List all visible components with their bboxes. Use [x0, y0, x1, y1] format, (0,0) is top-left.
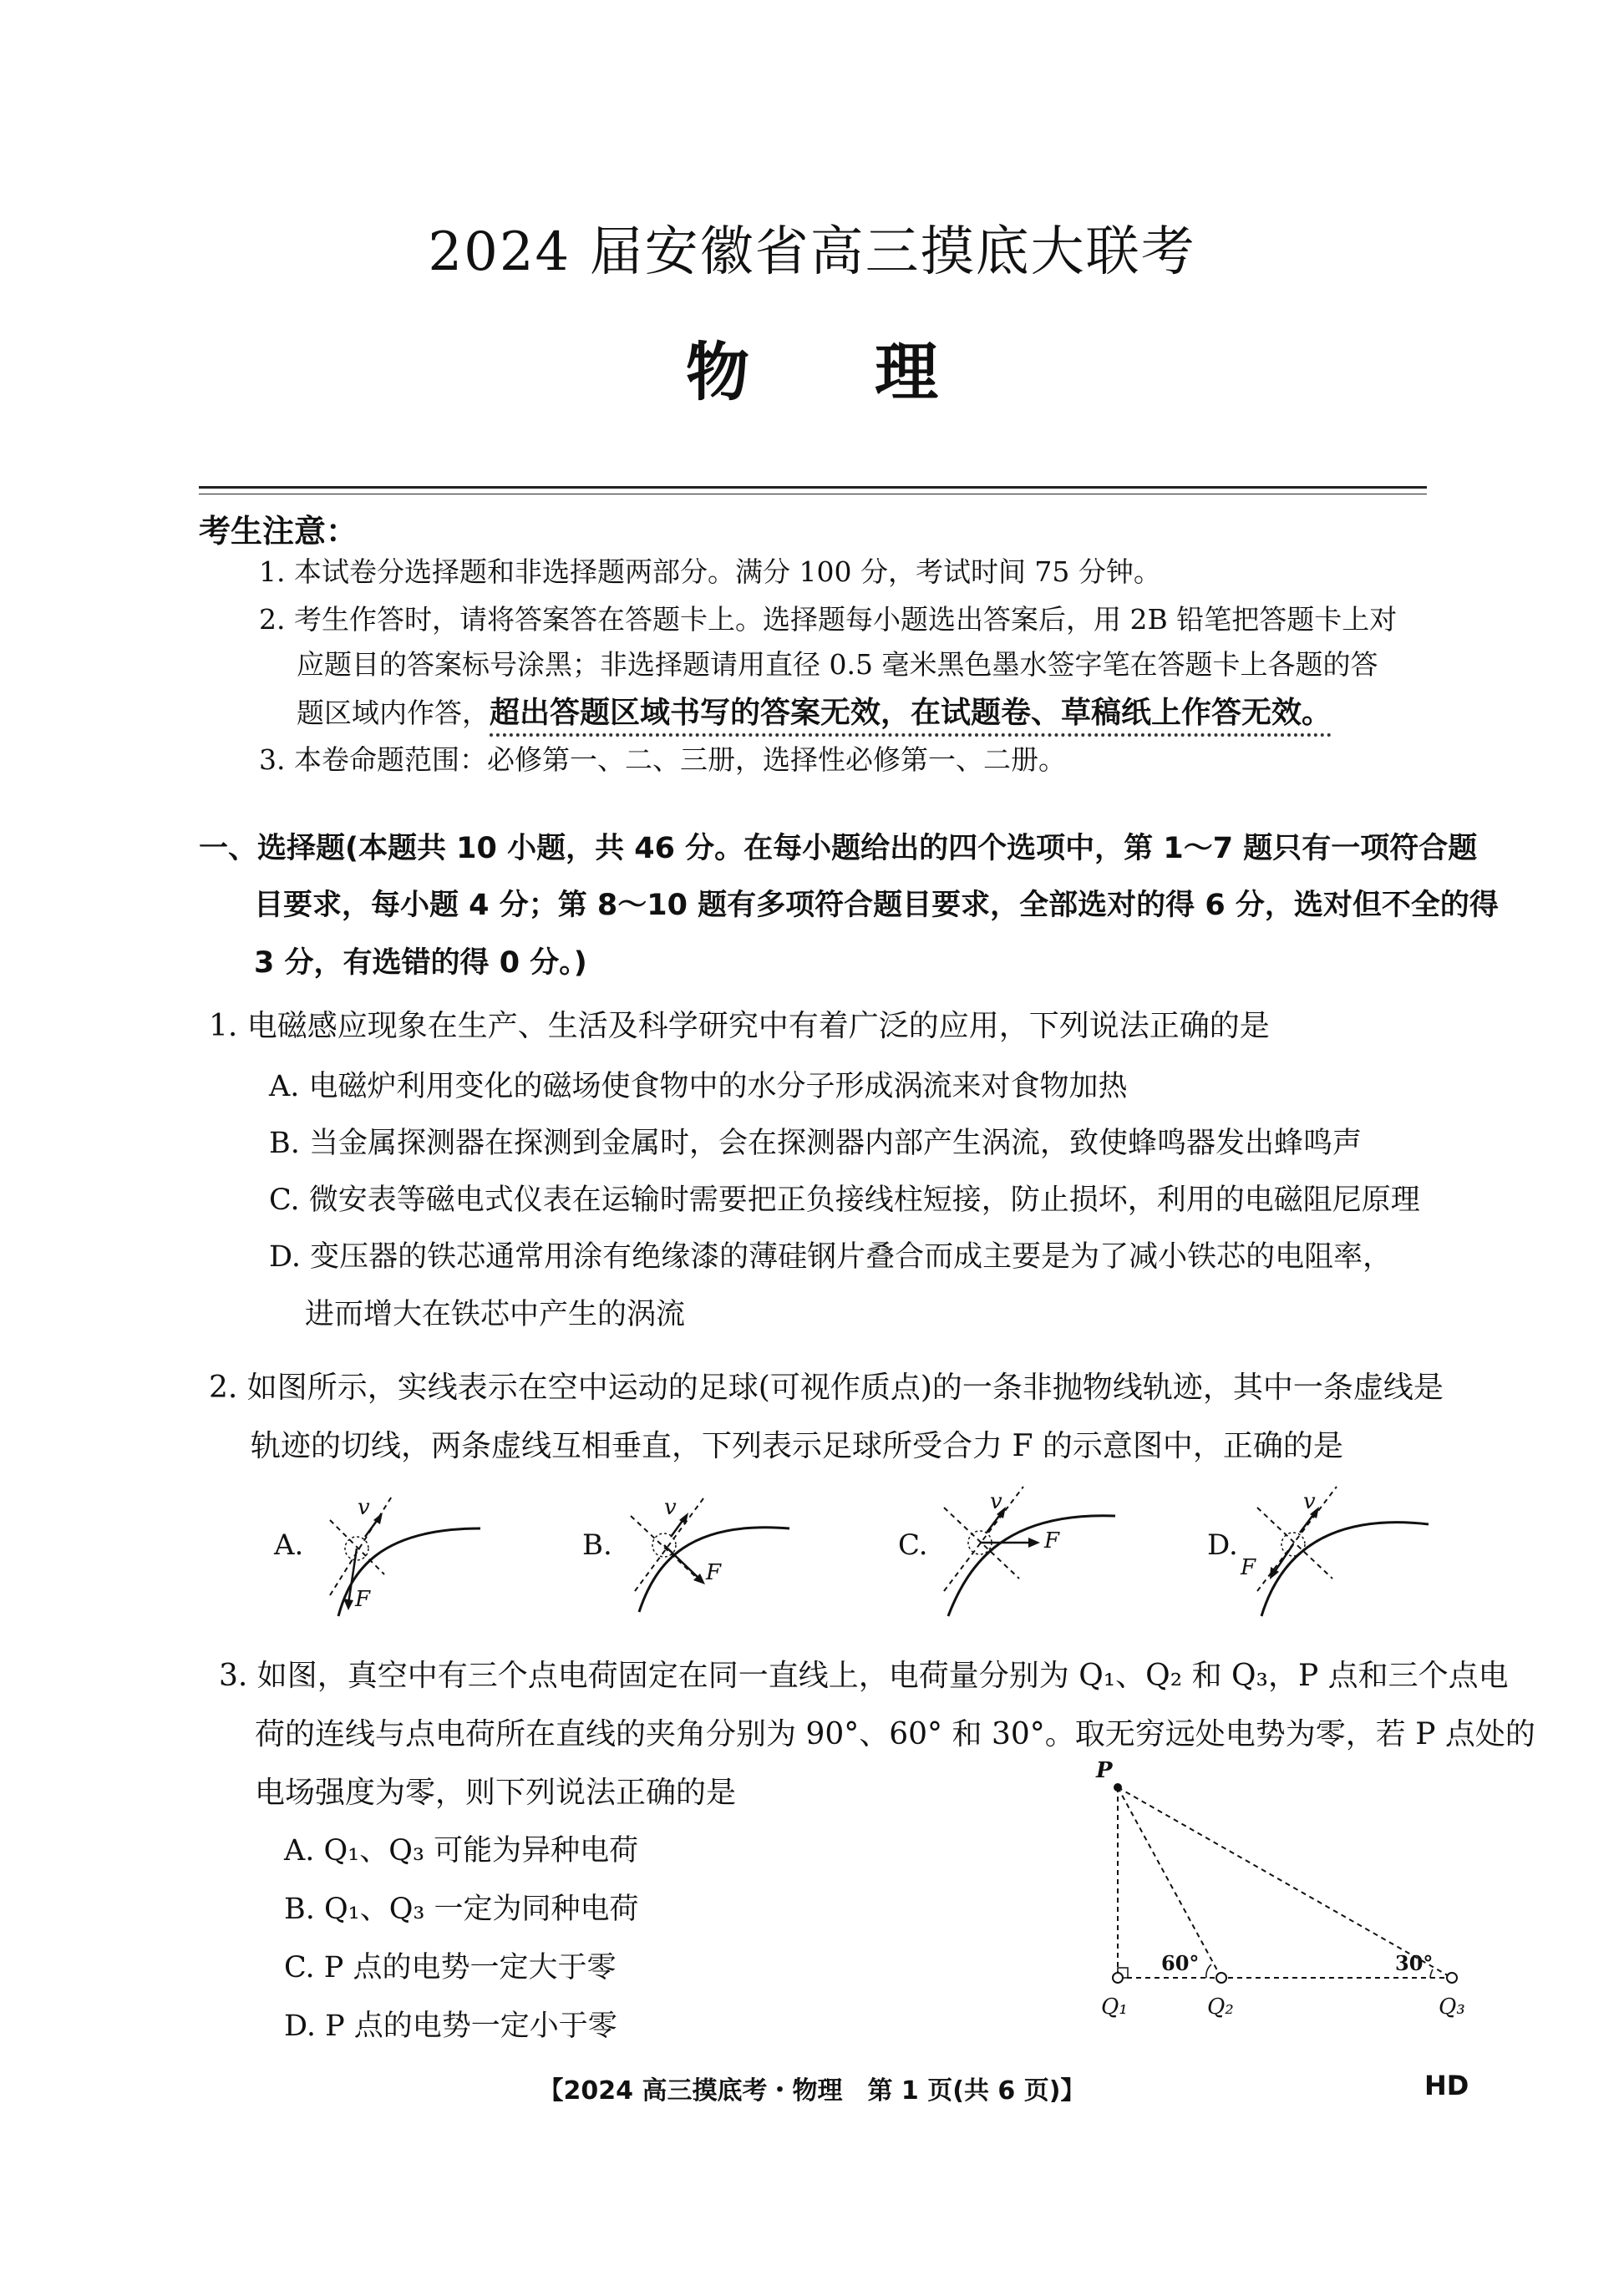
q3-option-c: C. P 点的电势一定大于零	[284, 1951, 617, 1984]
q3-fig-angle-60: 60°	[1161, 1951, 1200, 1975]
q2-fig-b-label: B.	[582, 1528, 612, 1562]
q2-figure-d	[1245, 1474, 1437, 1620]
q3-fig-angle-30: 30°	[1395, 1951, 1434, 1975]
notice-item-2: 2. 考生作答时，请将答案答在答题卡上。选择题每小题选出答案后，用 2B 铅笔把答题卡上对	[259, 603, 1398, 636]
q2-fig-d-f: F	[1241, 1555, 1256, 1580]
q2-fig-d-v: v	[1303, 1489, 1316, 1514]
header-rule-thick	[199, 486, 1427, 489]
q3-option-d: D. P 点的电势一定小于零	[284, 2010, 617, 2043]
notice-item-1: 1. 本试卷分选择题和非选择题两部分。满分 100 分，考试时间 75 分钟。	[259, 555, 1161, 588]
q2-fig-a-label: A.	[274, 1528, 304, 1562]
q3-stem-1: 3. 如图，真空中有三个点电荷固定在同一直线上，电荷量分别为 Q₁、Q₂ 和 Q₃，P 点和三个点电	[219, 1659, 1509, 1693]
q2-fig-c-label: C.	[898, 1528, 928, 1562]
subject-title: 物理	[686, 335, 1063, 409]
notice-item-3: 3. 本卷命题范围：必修第一、二、三册，选择性必修第一、二册。	[259, 743, 1066, 776]
q3-stem-2: 荷的连线与点电荷所在直线的夹角分别为 90°、60° 和 30°。取无穷远处电势为零，若 P 点处的	[255, 1717, 1535, 1751]
q3-option-a: A. Q₁、Q₃ 可能为异种电荷	[284, 1834, 639, 1868]
footer-code: HD	[1424, 2070, 1469, 2101]
q2-fig-b-v: v	[664, 1495, 677, 1520]
q3-figure	[1094, 1762, 1487, 2038]
q1-option-d-cont: 进而增大在铁芯中产生的涡流	[305, 1298, 686, 1331]
q2-stem-2: 轨迹的切线，两条虚线互相垂直，下列表示足球所受合力 F 的示意图中，正确的是	[251, 1429, 1343, 1463]
q1-option-b: B. 当金属探测器在探测到金属时，会在探测器内部产生涡流，致使蜂鸣器发出蜂鸣声	[269, 1127, 1362, 1160]
page-footer: 【2024 高三摸底考・物理 第 1 页(共 6 页)】	[538, 2076, 1086, 2106]
notice-item-2-tail: 题区域内作答，	[297, 697, 490, 729]
q1-option-d: D. 变压器的铁芯通常用涂有绝缘漆的薄硅钢片叠合而成主要是为了减小铁芯的电阻率，	[269, 1240, 1393, 1274]
q1-stem: 1. 电磁感应现象在生产、生活及科学研究中有着广泛的应用，下列说法正确的是	[209, 1009, 1270, 1043]
q3-fig-p: P	[1096, 1758, 1113, 1783]
q3-fig-q2: Q₂	[1207, 1994, 1234, 2020]
q3-stem-3: 电场强度为零，则下列说法正确的是	[255, 1776, 737, 1810]
notice-item-2-cont: 应题目的答案标号涂黑；非选择题请用直径 0.5 毫米黑色墨水签字笔在答题卡上各题的答	[297, 648, 1378, 681]
q2-fig-a-v: v	[358, 1495, 370, 1520]
q2-figure-a	[313, 1478, 497, 1620]
q1-option-a: A. 电磁炉利用变化的磁场使食物中的水分子形成涡流来对食物加热	[269, 1070, 1128, 1103]
q2-figure-c	[940, 1474, 1132, 1620]
q2-stem-1: 2. 如图所示，实线表示在空中运动的足球(可视作质点)的一条非抛物线轨迹，其中一条虚线是	[209, 1371, 1444, 1405]
q2-fig-c-f: F	[1044, 1528, 1060, 1553]
q3-option-b: B. Q₁、Q₃ 一定为同种电荷	[284, 1893, 639, 1926]
q2-fig-b-f: F	[706, 1560, 722, 1585]
exam-title: 2024 届安徽省高三摸底大联考	[428, 221, 1196, 283]
notice-item-2-cont2	[297, 695, 1332, 731]
section-1-line-2: 目要求，每小题 4 分；第 8～10 题有多项符合题目要求，全部选对的得 6 分，选对但不全的得	[254, 889, 1499, 922]
q3-fig-q1: Q₁	[1101, 1994, 1128, 2020]
section-1-line-3: 3 分，有选错的得 0 分。)	[254, 946, 587, 980]
q1-option-c: C. 微安表等磁电式仪表在运输时需要把正负接线柱短接，防止损坏，利用的电磁阻尼原理	[269, 1183, 1420, 1217]
q2-fig-d-label: D.	[1207, 1528, 1238, 1562]
section-1-line-1: 一、选择题(本题共 10 小题，共 46 分。在每小题给出的四个选项中，第 1～7 题只有一项符合题	[199, 832, 1478, 865]
q3-fig-q3: Q₃	[1439, 1994, 1465, 2020]
q2-fig-c-v: v	[990, 1489, 1002, 1514]
q2-fig-a-f: F	[355, 1587, 371, 1612]
notice-heading: 考生注意：	[199, 513, 358, 550]
q2-figure-b	[622, 1478, 806, 1620]
notice-emphasis: 超出答题区域书写的答案无效，在试题卷、草稿纸上作答无效。	[490, 696, 1332, 737]
